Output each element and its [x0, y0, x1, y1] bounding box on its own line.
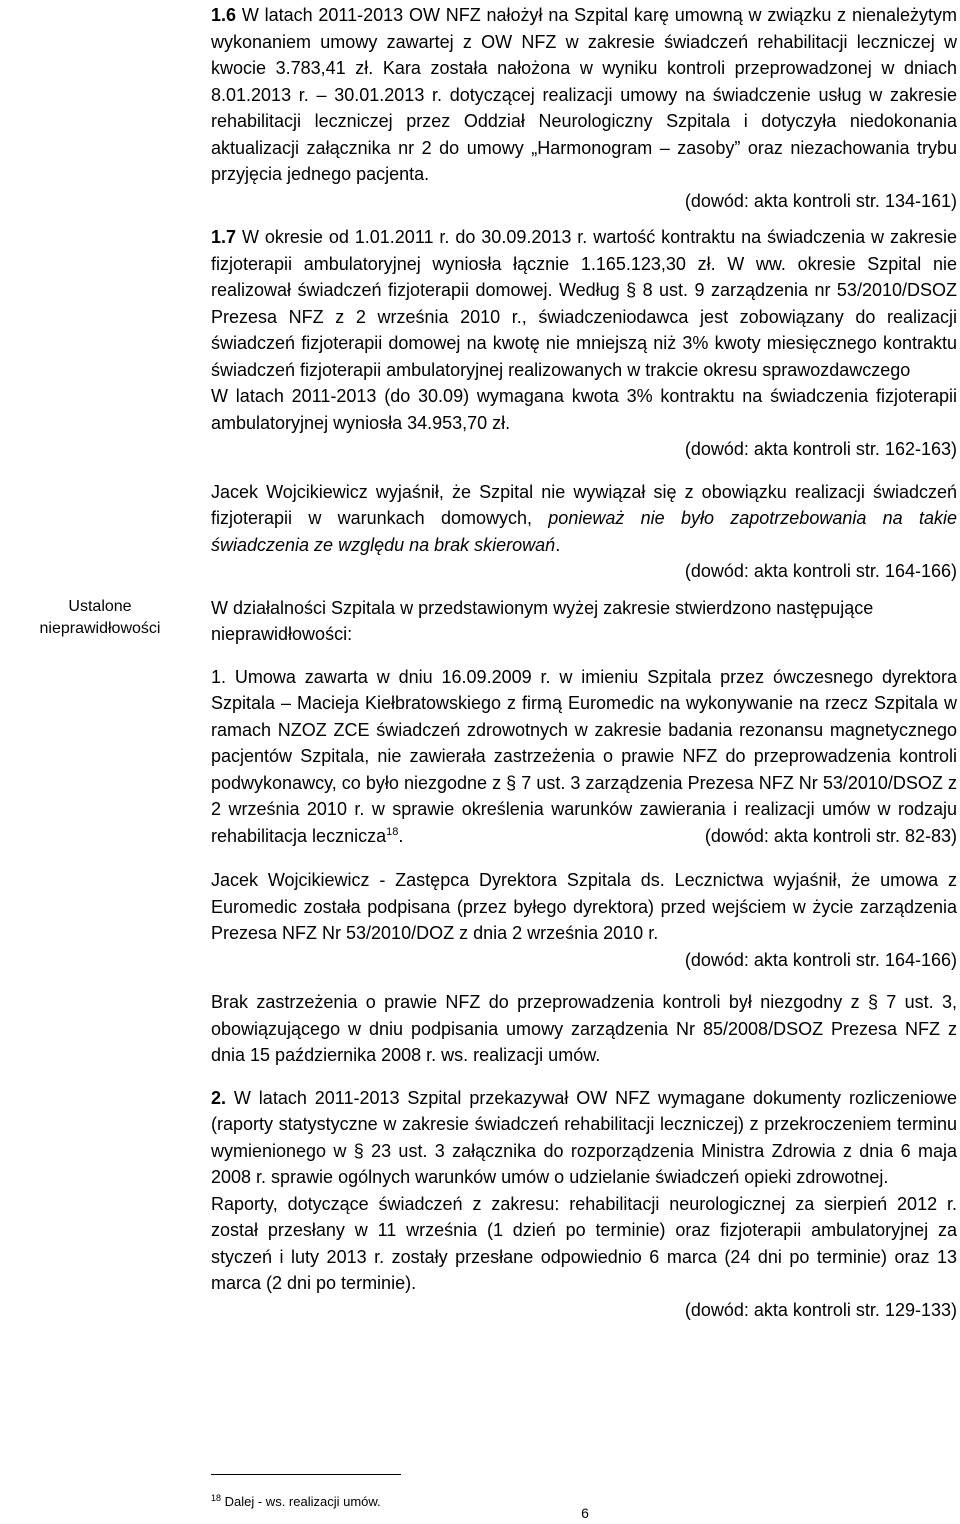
paragraph-1-7-cont [211, 383, 957, 436]
item-number: 1.6 [211, 5, 237, 25]
page-number: 6 [581, 1505, 589, 1521]
margin-label-line-1: Ustalone [68, 598, 132, 615]
explanation-paragraph-2: Jacek Wojcikiewicz - Zastępca Dyrektora Szpitala ds. Lecznictwa wyjaśnił, że umowa z Euromedic została podpisana (przez byłego dyrektora) przed wejściem w życie zarządzenia Prezesa NFZ Nr 53/2010/DOZ z dnia 2 września 2010 r. [211, 870, 957, 943]
margin-label [0, 596, 200, 640]
paragraph-text: Jacek Wojcikiewicz wyjaśnił, że Szpital nie wywiązał się z obowiązku realizacji świadczeń fizjoterapii w warunkach domowych, [211, 481, 957, 528]
footnote-ref: 18 [386, 825, 399, 838]
footnote-separator [211, 1474, 401, 1475]
punctuation: . [398, 825, 404, 846]
paragraph-1-6 [211, 2, 957, 188]
paragraph-text: Umowa zawarta w dniu 16.09.2009 r. w imieniu Szpitala przez ówczesnego dyrektora Szpitala – Macieja Kiełbratowskiego z firmą Euromedic na wykonywanie na rzecz Szpitala w ramach NZOZ ZCE świadczeń zdrowotnych w zakresie badania rezonansu magnetycznego pacjentów Szpitala, nie zawierała zastrzeżenia o prawie NFZ do przeprowadzenia kontroli podwykonawcy, co było niezgodne z § 7 ust. 3 zarządzenia Prezesa NFZ Nr 53/2010/DSOZ z 2 września 2010 r. w sprawie określenia warunków zawierania i realizacji umów w rodzaju rehabilitacja lecznicza [211, 666, 957, 846]
item-number: 1. [211, 666, 227, 687]
footnote-number: 18 [211, 1493, 222, 1503]
explanation-paragraph [211, 479, 957, 559]
item-number: 2. [211, 1087, 227, 1108]
paragraph-1-7 [211, 224, 957, 383]
paragraph-text: W latach 2011-2013 (do 30.09) wymagana kwota 3% kontraktu na świadczenia fizjoterapii ambulatoryjnej wyniosła 34.953,70 zł. [211, 386, 957, 433]
irregularities-intro: W działalności Szpitala w przedstawionym wyżej zakresie stwierdzono następujące nieprawidłowości: [211, 597, 874, 644]
evidence-note: (dowód: akta kontroli str. 82-83) [704, 825, 957, 846]
footnote-text: Dalej - ws. realizacji umów. [221, 1494, 381, 1509]
evidence-note: (dowód: akta kontroli str. 164-166) [684, 561, 957, 581]
paragraph-text: W latach 2011-2013 Szpital przekazywał OW NFZ wymagane dokumenty rozliczeniowe (raporty statystyczne w zakresie świadczeń rehabilitacji leczniczej) z przekroczeniem terminu wymienionego w § 23 ust. 3 załącznika do rozporządzenia Ministra Zdrowia z dnia 6 maja 2008 r. sprawie ogólnych warunków umów o udzielanie świadczeń opieki zdrowotnej. [211, 1087, 957, 1187]
paragraph-text: W latach 2011-2013 OW NFZ nałożył na Szpital karę umowną w związku z nienależytym wykonaniem umowy zawartej z OW NFZ w zakresie świadczeń rehabilitacji leczniczej w kwocie 3.783,41 zł. Kara została nałożona w wyniku kontroli przeprowadzonej w dniach 8.01.2013 r. – 30.01.2013 r. dotyczącej realizacji umowy na świadczenie usług w zakresie rehabilitacji leczniczej przez Oddział Neurologiczny Szpitala i dotyczyła niedokonania aktualizacji załącznika nr 2 do umowy „Harmonogram – zasoby” oraz niezachowania trybu przyjęcia jednego pacjenta. [211, 5, 957, 184]
evidence-note: (dowód: akta kontroli str. 162-163) [684, 439, 957, 459]
evidence-note: (dowód: akta kontroli str. 134-161) [684, 190, 957, 211]
item-number: 1.7 [211, 227, 237, 247]
main-text [211, 2, 957, 1323]
quoted-reason: ponieważ nie było zapotrzebowania na takie świadczenia ze względu na brak skierowań [211, 508, 957, 555]
paragraph-text: W okresie od 1.01.2011 r. do 30.09.2013 r. wartość kontraktu na świadczenia w zakresie fizjoterapii ambulatoryjnej wyniosła łącznie 1.165.123,30 zł. W ww. okresie Szpital nie realizował świadczeń fizjoterapii domowej. Według § 8 ust. 9 zarządzenia nr 53/2010/DSOZ Prezesa NFZ z 2 września 2010 r., świadczeniodawca jest zobowiązany do realizacji świadczeń fizjoterapii domowej na kwotę nie mniejszą niż 3% kwoty miesięcznego kontraktu świadczeń fizjoterapii ambulatoryjnej realizowanych w trakcie okresu sprawozdawczego [211, 227, 957, 380]
evidence-note: (dowód: akta kontroli str. 129-133) [684, 1299, 957, 1320]
lack-of-clause-note: Brak zastrzeżenia o prawie NFZ do przeprowadzenia kontroli był niezgodny z § 7 ust. 3, obowiązującego w dniu podpisania umowy zarządzenia Nr 85/2008/DSOZ Prezesa NFZ z dnia 15 października 2008 r. ws. realizacji umów. [211, 992, 957, 1065]
evidence-note: (dowód: akta kontroli str. 164-166) [684, 949, 957, 970]
irregularity-2-cont: Raporty, dotyczące świadczeń z zakresu: rehabilitacji neurologicznej za sierpień 2012 r. został przesłany w 11 września (1 dzień po terminie) oraz fizjoterapii ambulatoryjnej za styczeń i luty 2013 r. zostały przesłane odpowiednio 6 marca (24 dni po terminie) oraz 13 marca (2 dni po terminie). [211, 1193, 957, 1293]
margin-label-line-2: nieprawidłowości [39, 620, 161, 637]
punctuation: . [555, 534, 561, 555]
irregularity-1 [211, 664, 957, 850]
irregularity-2 [211, 1085, 957, 1191]
